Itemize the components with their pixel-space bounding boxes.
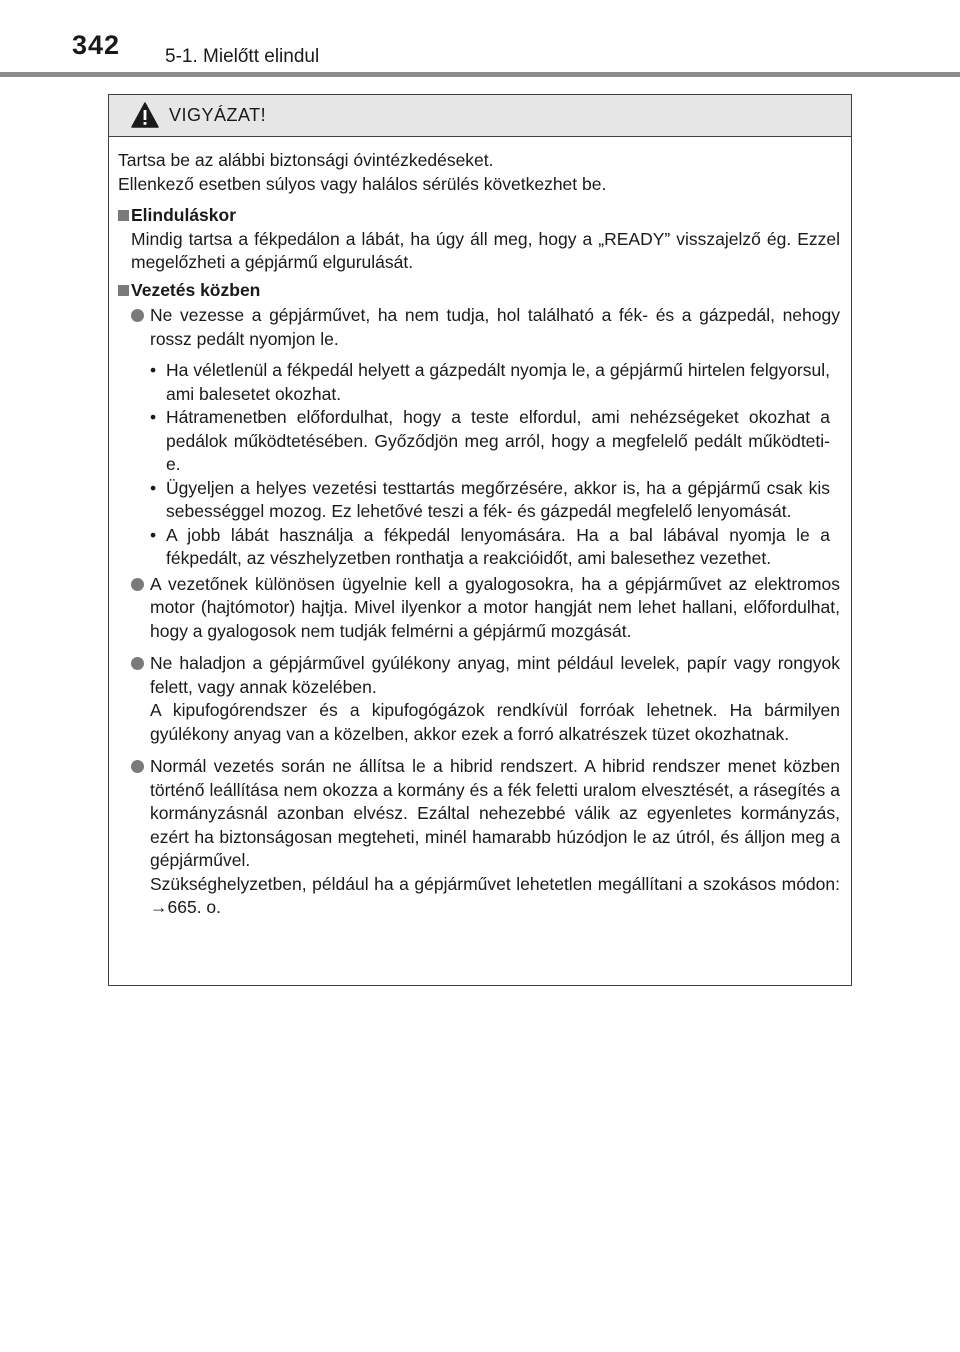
list-item — [118, 652, 840, 746]
circle-bullet-icon — [131, 657, 144, 670]
dot-bullet-icon: • — [150, 360, 157, 380]
section-heading-text: Vezetés közben — [131, 279, 261, 300]
header-rule — [0, 72, 960, 77]
sub-bullet-text: A jobb lábát használja a fékpedál lenyomására. Ha a bal lábával nyomja le a fékpedált, az vészhelyzetben ronthatja a reakcióidőt, ami balesethez vezethet. — [166, 524, 830, 568]
intro-line: Ellenkező esetben súlyos vagy halálos sérülés következhet be. — [118, 173, 607, 194]
item-text: Ne vezesse a gépjárművet, ha nem tudja, hol található a fék- és a gázpedál, nehogy rossz pedált nyomjon le. — [150, 305, 840, 349]
item-text: Szükséghelyzetben, például ha a gépjárművet lehetetlen megállítani a szokásos módon: →665. o. — [150, 873, 840, 917]
list-item — [118, 755, 840, 920]
sub-bullet-list — [118, 359, 840, 571]
caution-header — [109, 95, 851, 137]
warning-triangle-icon — [131, 102, 159, 128]
caution-box — [108, 94, 852, 986]
circle-bullet-icon — [131, 760, 144, 773]
section-starting — [118, 204, 840, 275]
dot-bullet-icon: • — [150, 524, 157, 545]
list-item — [118, 304, 840, 351]
section-heading — [118, 279, 840, 303]
page-header — [0, 0, 960, 78]
circle-bullet-icon — [131, 578, 144, 591]
circle-bullet-icon — [131, 309, 144, 322]
list-item — [118, 573, 840, 644]
sub-bullet-text: Hátramenetben előfordulhat, hogy a teste elfordul, ami nehézségeket okozhat a pedálok működtetésében. Győződjön meg arról, hogy a megfelelő pedált működteti-e. — [166, 407, 830, 474]
intro-line: Tartsa be az alábbi biztonsági óvintézkedéseket. — [118, 150, 494, 170]
section-heading — [118, 204, 840, 228]
sub-bullet-text: Ügyeljen a helyes vezetési testtartás megőrzésére, akkor is, ha a gépjármű csak kis sebességgel mozog. Ez lehetővé teszi a fék- és gázpedál megfelelő lenyomását. — [166, 477, 830, 521]
square-bullet-icon — [118, 285, 129, 296]
section-heading-text: Elinduláskor — [131, 205, 237, 225]
item-text: A kipufogórendszer és a kipufogógázok rendkívül forróak lehetnek. Ha bármilyen gyúlékony anyag van a közelben, akkor ezek a forró alkatrészek tüzet okozhatnak. — [150, 700, 840, 744]
sub-bullet-text: Ha véletlenül a fékpedál helyett a gázpedált nyomja le, a gépjármű hirtelen felgyorsul, ami balesetet okozhat. — [166, 360, 830, 404]
sub-bullet — [150, 524, 830, 571]
section-text: Mindig tartsa a fékpedálon a lábát, ha úgy áll meg, hogy a „READY” visszajelző ég. Ezzel megelőzheti a gépjármű elgurulását. — [131, 228, 840, 272]
section-driving — [118, 279, 840, 920]
square-bullet-icon — [118, 210, 129, 221]
sub-bullet — [150, 359, 830, 406]
caution-body — [109, 137, 851, 920]
caution-title: VIGYÁZAT! — [169, 105, 267, 125]
item-text: Ne haladjon a gépjárművel gyúlékony anyag, mint például levelek, papír vagy rongyok felett, vagy annak közelében. — [150, 653, 840, 697]
item-text: Normál vezetés során ne állítsa le a hibrid rendszert. A hibrid rendszer menet közben történő leállítása nem okozza a kormány és a fék feletti uralom elvesztését, a rásegítés a kormányzásnál azonban elvész. Ezáltal nehezebbé válik az egyenletes kormányzás, ezért ha biztonságosan megteheti, minél hamarabb húzódjon le az útról, és álljon meg a gépjárművel. — [150, 756, 840, 870]
intro-text — [118, 149, 840, 196]
sub-bullet — [150, 477, 830, 524]
dot-bullet-icon: • — [150, 407, 157, 427]
section-title: 5-1. Mielőtt elindul — [165, 46, 320, 67]
dot-bullet-icon: • — [150, 477, 157, 498]
sub-bullet — [150, 406, 830, 477]
page-number: 342 — [72, 30, 121, 60]
item-text: A vezetőnek különösen ügyelnie kell a gyalogosokra, ha a gépjárművet az elektromos motor (hajtómotor) hajtja. Mivel ilyenkor a motor hangját nem lehet hallani, előfordulhat, hogy a gyalogosok nem tudják felmérni a gépjármű mozgását. — [150, 573, 840, 641]
